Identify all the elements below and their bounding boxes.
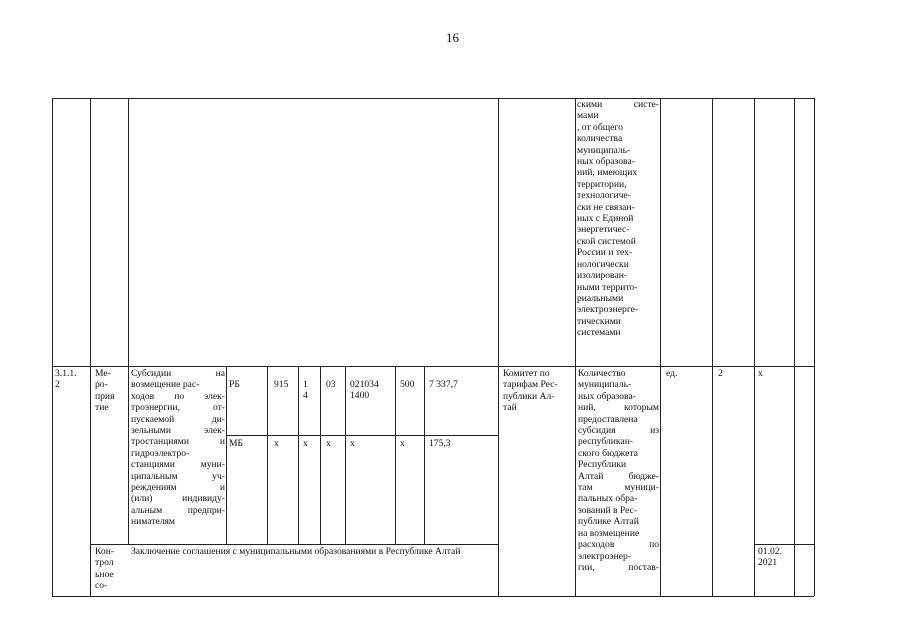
section-code-cell: х: [303, 438, 308, 449]
text-line: республикан-: [578, 436, 634, 448]
target-article-cell: х: [350, 438, 355, 449]
subsection-code-cell: х: [326, 438, 331, 449]
executor-cell: [502, 368, 575, 414]
text-line: ных с Единой: [577, 213, 634, 225]
grbs-code-cell: 915: [274, 379, 289, 390]
col-divider: [267, 366, 268, 544]
text-line: трол: [95, 557, 114, 569]
col-divider: [424, 366, 425, 544]
text-line: зельными элек-: [131, 425, 225, 437]
table-top-border: [52, 98, 814, 99]
text-line: там муници-: [578, 482, 659, 494]
text-line: муниципаль-: [578, 379, 632, 391]
text-line: системами: [577, 327, 621, 339]
subsection-code-cell: 03: [326, 379, 336, 390]
text-line: электроэнер-: [578, 550, 632, 562]
text-line: тростанциями и: [131, 436, 225, 448]
text-line: ципальным уч-: [131, 470, 225, 482]
text-line: , от общего: [577, 121, 623, 133]
table-right-border: [814, 98, 815, 596]
text-line: тарифам Рес-: [503, 379, 558, 391]
grbs-code-cell: х: [274, 438, 279, 449]
text-line: электроэнерге-: [577, 304, 639, 316]
text-line: альным предпри-: [131, 504, 225, 516]
control-date-cell: 01.02. 2021: [758, 546, 782, 569]
expense-type-cell: х: [400, 438, 405, 449]
indicator-value-cell: 2: [718, 368, 723, 379]
text-line: ро-: [95, 379, 108, 391]
text-line: муниципаль-: [577, 144, 631, 156]
text-line: ний, которым: [578, 402, 659, 414]
unit-cell: ед.: [666, 368, 678, 379]
col-divider: [320, 366, 321, 544]
text-line: троэнергии, от-: [131, 402, 225, 414]
target-article-cell: 021034 1400: [350, 379, 379, 402]
text-line: риальными: [577, 292, 624, 304]
text-line: пускаемой ди-: [131, 413, 225, 425]
col-divider: [660, 98, 661, 596]
text-line: ходов по элек-: [131, 390, 225, 402]
text-line: ьное: [95, 568, 114, 580]
col-divider: [712, 98, 713, 596]
funding-source-cell: РБ: [229, 379, 240, 390]
text-line: ных образова-: [578, 390, 636, 402]
text-line: изолирован-: [577, 270, 628, 282]
text-line: Субсидии на: [131, 368, 225, 379]
text-line: ски не связан-: [577, 201, 635, 213]
col-divider: [226, 366, 227, 544]
row-divider: [52, 366, 814, 367]
col-divider: [395, 366, 396, 544]
text-line: предоставлена: [578, 413, 638, 425]
indicator-cell: [577, 368, 660, 573]
text-line: скими систе-: [577, 99, 659, 110]
text-line: ных образова-: [577, 156, 635, 168]
extra-cell: х: [758, 368, 763, 379]
text-line: реждениям и: [131, 482, 225, 494]
control-description-cell: Заключение соглашения с муниципальными образованиями в Республике Алтай: [131, 546, 461, 557]
text-line: ний, имеющих: [577, 167, 638, 179]
col-divider: [498, 98, 499, 596]
text-line: пальных обра-: [578, 493, 638, 505]
amount-cell: 175,3: [429, 438, 451, 449]
control-type-cell: [94, 546, 128, 592]
text-line: ской системой: [577, 235, 636, 247]
text-line: технологиче-: [577, 190, 631, 202]
text-line: гии, постав-: [578, 561, 659, 573]
section-code-cell: 1 4: [303, 379, 308, 402]
text-line: Алтай бюдже-: [578, 470, 659, 482]
text-line: станциями муни-: [131, 459, 225, 471]
amount-cell: 7 337,7: [429, 379, 458, 390]
text-line: России и тех-: [577, 247, 633, 259]
text-line: со-: [95, 580, 108, 592]
col-divider: [345, 366, 346, 544]
text-line: тическими: [577, 315, 621, 327]
subrow-divider-right: [754, 544, 814, 545]
indicator-cell: [576, 99, 660, 339]
text-line: энергетичес-: [577, 224, 630, 236]
text-line: публики Ал-: [503, 390, 555, 402]
text-line: Количество: [578, 368, 626, 379]
text-line: Комитет по: [503, 368, 550, 379]
table-bottom-border: [52, 596, 814, 597]
text-line: (или) индивиду-: [131, 493, 225, 505]
row-number-cell: 3.1.1. 2: [55, 368, 77, 391]
col-divider: [128, 98, 129, 544]
col-divider: [90, 98, 91, 596]
text-line: возмещение рас-: [131, 379, 200, 391]
text-line: мами: [577, 110, 599, 122]
col-divider: [794, 98, 795, 596]
text-line: гидроэлектро-: [131, 447, 190, 459]
text-line: Кон-: [95, 546, 115, 557]
text-line: ными террито-: [577, 281, 638, 293]
text-line: Республики: [578, 459, 627, 471]
text-line: нимателям: [131, 516, 176, 528]
text-line: тие: [95, 402, 109, 414]
text-line: ского бюджета: [578, 447, 638, 459]
expense-type-cell: 500: [400, 379, 415, 390]
text-line: расходов по: [578, 539, 659, 551]
funding-source-cell: МБ: [229, 438, 244, 449]
table-left-border: [52, 98, 53, 596]
text-line: нологически: [577, 258, 629, 270]
col-divider: [754, 98, 755, 596]
text-line: на возмещение: [578, 527, 640, 539]
text-line: зований в Рес-: [578, 504, 638, 516]
text-line: тай: [503, 402, 517, 414]
text-line: публике Алтай: [578, 516, 639, 528]
text-line: прия: [95, 390, 115, 402]
subrow-divider: [90, 544, 498, 545]
col-divider: [298, 366, 299, 544]
text-line: территории,: [577, 178, 627, 190]
text-line: субсидия из: [578, 425, 659, 437]
measure-name-cell: [130, 368, 226, 528]
page-number: 16: [446, 30, 459, 45]
text-line: Ме-: [95, 368, 111, 379]
text-line: количества: [577, 133, 623, 145]
row-type-cell: [94, 368, 128, 414]
